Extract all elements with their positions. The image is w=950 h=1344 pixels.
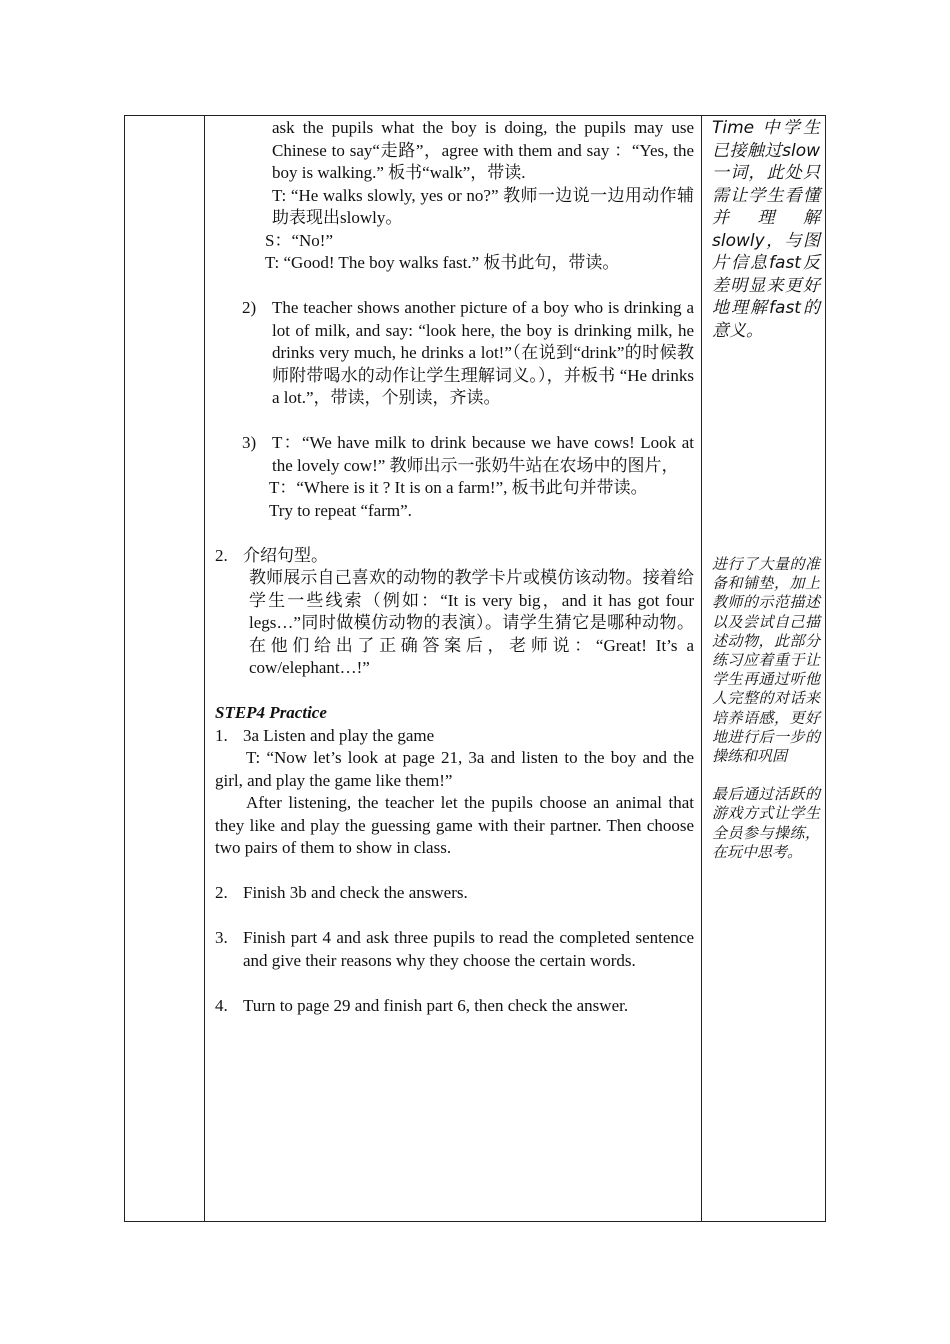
list-item-3 — [215, 432, 694, 477]
list-number: 2) — [242, 298, 257, 317]
notes-column — [712, 117, 820, 862]
practice-1-after: After listening, the teacher let the pupils choose an animal that they like and play the guessing game with their partner. Then choose two pairs of them to show in class. — [215, 793, 694, 857]
para-slowly: T: “He walks slowly, yes or no?” 教师一边说一边用动作辅助表现出slowly。 — [272, 185, 694, 227]
section-2-text: 教师展示自己喜欢的动物的教学卡片或模仿该动物。接着给学生一些线索（例如：“It is very big，and it has got four legs…”同时做模仿动物的表演）。请学生猜它是哪种动物。在他们给出了正确答案后，老师说：“Great! It’s a cow/elephant…!” — [249, 568, 694, 677]
note-preparation: 进行了大量的准备和铺垫，加上教师的示范描述以及尝试自己描述动物，此部分练习应着重于让学生再通过听他人完整的对话来培养语感，更好地进行后一步的操练和巩固 — [712, 555, 820, 766]
list-item-2 — [215, 297, 694, 410]
list-text: The teacher shows another picture of a boy who is drinking a lot of milk, and say: “look here, the boy is drinking milk, he drinks very much, he drinks a lot!”（在说到“drink”的时候教师附带喝水的动作让学生理解词义。），并板书 “He drinks a lot.”，带读，个别读，齐读。 — [272, 298, 694, 407]
list-text: T：“We have milk to drink because we have cows! Look at the lovely cow!” 教师出示一张奶牛站在农场中的图片， — [272, 433, 694, 475]
practice-number: 1. — [215, 725, 228, 745]
practice-number: 4. — [215, 995, 228, 1015]
lesson-table — [124, 115, 826, 1222]
note-slowly-fast: Time 中学生已接触过slow一词，此处只需让学生看懂并理解slowly，与图片信息fast反差明显来更好地理解fast的意义。 — [712, 118, 820, 341]
procedure-column — [215, 117, 694, 1017]
practice-text: Finish 3b and check the answers. — [243, 883, 468, 902]
practice-number: 3. — [215, 928, 228, 947]
practice-1-teacher: T: “Now let’s look at page 21, 3a and listen to the boy and the girl, and play the game like them!” — [215, 748, 694, 790]
column-divider-1 — [204, 116, 205, 1221]
list-number: 3) — [242, 433, 257, 452]
practice-number: 2. — [215, 883, 228, 902]
para-fast: T: “Good! The boy walks fast.” 板书此句，带读。 — [265, 253, 620, 272]
practice-item-2 — [215, 882, 694, 905]
section-number: 2. — [215, 545, 228, 565]
para-farm: T：“Where is it ? It is on a farm!”, 板书此句并带读。 — [269, 478, 648, 497]
para-repeat: Try to repeat “farm”. — [269, 500, 412, 520]
practice-text: Turn to page 29 and finish part 6, then check the answer. — [243, 995, 629, 1015]
section-2 — [215, 545, 694, 568]
practice-item-4 — [215, 995, 694, 1018]
note-game: 最后通过活跃的游戏方式让学生全员参与操练，在玩中思考。 — [712, 785, 820, 861]
practice-item-1 — [215, 725, 694, 748]
step4-heading: STEP4 Practice — [215, 703, 327, 722]
section-title: 介绍句型。 — [243, 545, 328, 565]
practice-item-3 — [215, 927, 694, 972]
practice-text: Finish part 4 and ask three pupils to read the completed sentence and give their reasons why they choose the certain words. — [243, 928, 694, 970]
para-walk: ask the pupils what the boy is doing, the pupils may use Chinese to say“走路”，agree with them and say ：“Yes, the boy is walking.” 板书“walk”，带读. — [272, 118, 694, 182]
column-divider-2 — [701, 116, 702, 1221]
para-no: S：“No!” — [265, 230, 333, 250]
practice-title: 3a Listen and play the game — [243, 725, 435, 745]
